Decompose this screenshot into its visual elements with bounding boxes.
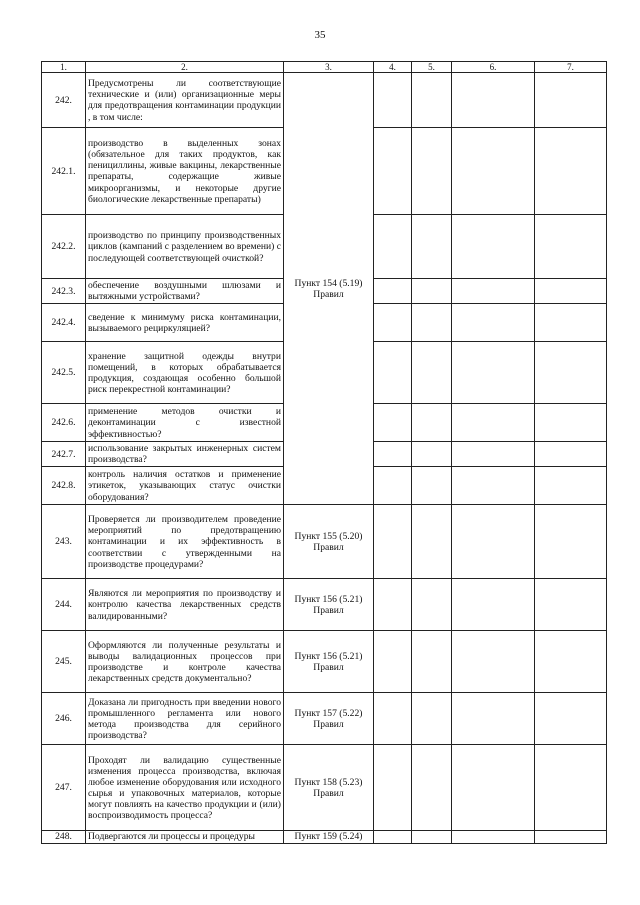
answer-cell[interactable] bbox=[412, 693, 452, 745]
requirement-text: использование закрытых инженерных систем производства? bbox=[86, 442, 284, 467]
answer-cell[interactable] bbox=[412, 631, 452, 693]
table-row bbox=[42, 631, 607, 693]
requirement-text: Являются ли мероприятия по производству и контролю качества лекарственных средств валидированными? bbox=[86, 579, 284, 631]
answer-cell[interactable] bbox=[374, 304, 412, 342]
row-number: 244. bbox=[42, 579, 86, 631]
requirement-text: контроль наличия остатков и применение этикеток, указывающих статус очистки оборудования? bbox=[86, 467, 284, 505]
answer-cell[interactable] bbox=[412, 279, 452, 304]
answer-cell[interactable] bbox=[535, 505, 607, 579]
answer-cell[interactable] bbox=[452, 279, 535, 304]
answer-cell[interactable] bbox=[452, 128, 535, 215]
requirement-text: Доказана ли пригодность при введении нового промышленного регламента или нового метода производства для серийного производства? bbox=[86, 693, 284, 745]
legal-reference: Пункт 155 (5.20) Правил bbox=[284, 505, 374, 579]
answer-cell[interactable] bbox=[374, 404, 412, 442]
col-header-2: 2. bbox=[86, 62, 284, 73]
answer-cell[interactable] bbox=[535, 831, 607, 843]
answer-cell[interactable] bbox=[412, 745, 452, 831]
answer-cell[interactable] bbox=[535, 304, 607, 342]
answer-cell[interactable] bbox=[452, 215, 535, 279]
table-row bbox=[42, 745, 607, 831]
answer-cell[interactable] bbox=[412, 342, 452, 404]
legal-reference: Пункт 156 (5.21) Правил bbox=[284, 631, 374, 693]
requirement-text: производство по принципу производственных циклов (кампаний с разделением во времени) с последующей соответствующей очисткой? bbox=[86, 215, 284, 279]
answer-cell[interactable] bbox=[452, 304, 535, 342]
row-number: 242.4. bbox=[42, 304, 86, 342]
row-number: 245. bbox=[42, 631, 86, 693]
requirement-text: производство в выделенных зонах (обязательное для таких продуктов, как пенициллины, живые вакцины, лекарственные препараты, содержащие живые микроорганизмы, и некоторые другие биологические лекарственные препараты) bbox=[86, 128, 284, 215]
row-number: 242.1. bbox=[42, 128, 86, 215]
answer-cell[interactable] bbox=[452, 73, 535, 128]
answer-cell[interactable] bbox=[452, 442, 535, 467]
answer-cell[interactable] bbox=[374, 215, 412, 279]
table-row bbox=[42, 693, 607, 745]
answer-cell[interactable] bbox=[412, 304, 452, 342]
checklist-table bbox=[41, 61, 607, 844]
table-row bbox=[42, 831, 607, 843]
answer-cell[interactable] bbox=[374, 467, 412, 505]
legal-reference: Пункт 158 (5.23) Правил bbox=[284, 745, 374, 831]
table-row bbox=[42, 579, 607, 631]
answer-cell[interactable] bbox=[535, 342, 607, 404]
answer-cell[interactable] bbox=[412, 404, 452, 442]
page-number: 35 bbox=[314, 29, 326, 41]
table-row bbox=[42, 73, 607, 128]
row-number: 242.5. bbox=[42, 342, 86, 404]
requirement-text: Проходят ли валидацию существенные изменения процесса производства, включая любое изменение оборудования или исходного сырья и упаковочных материалов, которые могут повлиять на качество продукции и (или) воспроизводимость процесса? bbox=[86, 745, 284, 831]
answer-cell[interactable] bbox=[374, 831, 412, 843]
table-row bbox=[42, 505, 607, 579]
answer-cell[interactable] bbox=[452, 693, 535, 745]
row-number: 247. bbox=[42, 745, 86, 831]
answer-cell[interactable] bbox=[412, 831, 452, 843]
answer-cell[interactable] bbox=[452, 745, 535, 831]
answer-cell[interactable] bbox=[374, 631, 412, 693]
requirement-text: Предусмотрены ли соответствующие технические и (или) организационные меры для предотвращения контаминации продукции , в том числе: bbox=[86, 73, 284, 128]
answer-cell[interactable] bbox=[452, 579, 535, 631]
requirement-text: обеспечение воздушными шлюзами и вытяжными устройствами? bbox=[86, 279, 284, 304]
legal-reference: Пункт 159 (5.24) bbox=[284, 831, 374, 843]
answer-cell[interactable] bbox=[374, 505, 412, 579]
answer-cell[interactable] bbox=[535, 467, 607, 505]
answer-cell[interactable] bbox=[452, 342, 535, 404]
answer-cell[interactable] bbox=[374, 279, 412, 304]
answer-cell[interactable] bbox=[412, 128, 452, 215]
header-row bbox=[42, 62, 607, 73]
answer-cell[interactable] bbox=[535, 631, 607, 693]
answer-cell[interactable] bbox=[452, 505, 535, 579]
answer-cell[interactable] bbox=[452, 831, 535, 843]
answer-cell[interactable] bbox=[535, 442, 607, 467]
answer-cell[interactable] bbox=[535, 693, 607, 745]
answer-cell[interactable] bbox=[535, 215, 607, 279]
answer-cell[interactable] bbox=[374, 128, 412, 215]
row-number: 246. bbox=[42, 693, 86, 745]
legal-reference: Пункт 157 (5.22) Правил bbox=[284, 693, 374, 745]
answer-cell[interactable] bbox=[374, 442, 412, 467]
row-number: 242.3. bbox=[42, 279, 86, 304]
row-number: 242.2. bbox=[42, 215, 86, 279]
answer-cell[interactable] bbox=[374, 342, 412, 404]
requirement-text: хранение защитной одежды внутри помещений, в которых обрабатывается продукция, создающая особенно большой риск перекрестной контаминации? bbox=[86, 342, 284, 404]
row-number: 243. bbox=[42, 505, 86, 579]
col-header-5: 5. bbox=[412, 62, 452, 73]
answer-cell[interactable] bbox=[535, 128, 607, 215]
answer-cell[interactable] bbox=[535, 579, 607, 631]
row-number: 242.7. bbox=[42, 442, 86, 467]
row-number: 242.6. bbox=[42, 404, 86, 442]
answer-cell[interactable] bbox=[535, 404, 607, 442]
answer-cell[interactable] bbox=[452, 467, 535, 505]
requirement-text: Оформляются ли полученные результаты и выводы валидационных процессов при производстве и контроле качества лекарственных средств документально? bbox=[86, 631, 284, 693]
answer-cell[interactable] bbox=[535, 279, 607, 304]
answer-cell[interactable] bbox=[452, 404, 535, 442]
answer-cell[interactable] bbox=[412, 467, 452, 505]
row-number: 248. bbox=[42, 831, 86, 843]
answer-cell[interactable] bbox=[452, 631, 535, 693]
legal-reference: Пункт 156 (5.21) Правил bbox=[284, 579, 374, 631]
row-number: 242. bbox=[42, 73, 86, 128]
row-number: 242.8. bbox=[42, 467, 86, 505]
answer-cell[interactable] bbox=[374, 693, 412, 745]
col-header-1: 1. bbox=[42, 62, 86, 73]
requirement-text: Проверяется ли производителем проведение мероприятий по предотвращению контаминации и их эффективность в соответствии с утвержденными на производстве процедурами? bbox=[86, 505, 284, 579]
col-header-4: 4. bbox=[374, 62, 412, 73]
answer-cell[interactable] bbox=[412, 442, 452, 467]
answer-cell[interactable] bbox=[412, 505, 452, 579]
answer-cell[interactable] bbox=[374, 73, 412, 128]
answer-cell[interactable] bbox=[374, 745, 412, 831]
col-header-6: 6. bbox=[452, 62, 535, 73]
requirement-text: Подвергаются ли процессы и процедуры bbox=[86, 831, 284, 843]
requirement-text: применение методов очистки и деконтаминации с известной эффективностью? bbox=[86, 404, 284, 442]
col-header-7: 7. bbox=[535, 62, 607, 73]
answer-cell[interactable] bbox=[412, 73, 452, 128]
answer-cell[interactable] bbox=[412, 579, 452, 631]
col-header-3: 3. bbox=[284, 62, 374, 73]
answer-cell[interactable] bbox=[535, 745, 607, 831]
answer-cell[interactable] bbox=[374, 579, 412, 631]
legal-reference: Пункт 154 (5.19) Правил bbox=[284, 73, 374, 505]
answer-cell[interactable] bbox=[412, 215, 452, 279]
answer-cell[interactable] bbox=[535, 73, 607, 128]
requirement-text: сведение к минимуму риска контаминации, вызываемого рециркуляцией? bbox=[86, 304, 284, 342]
